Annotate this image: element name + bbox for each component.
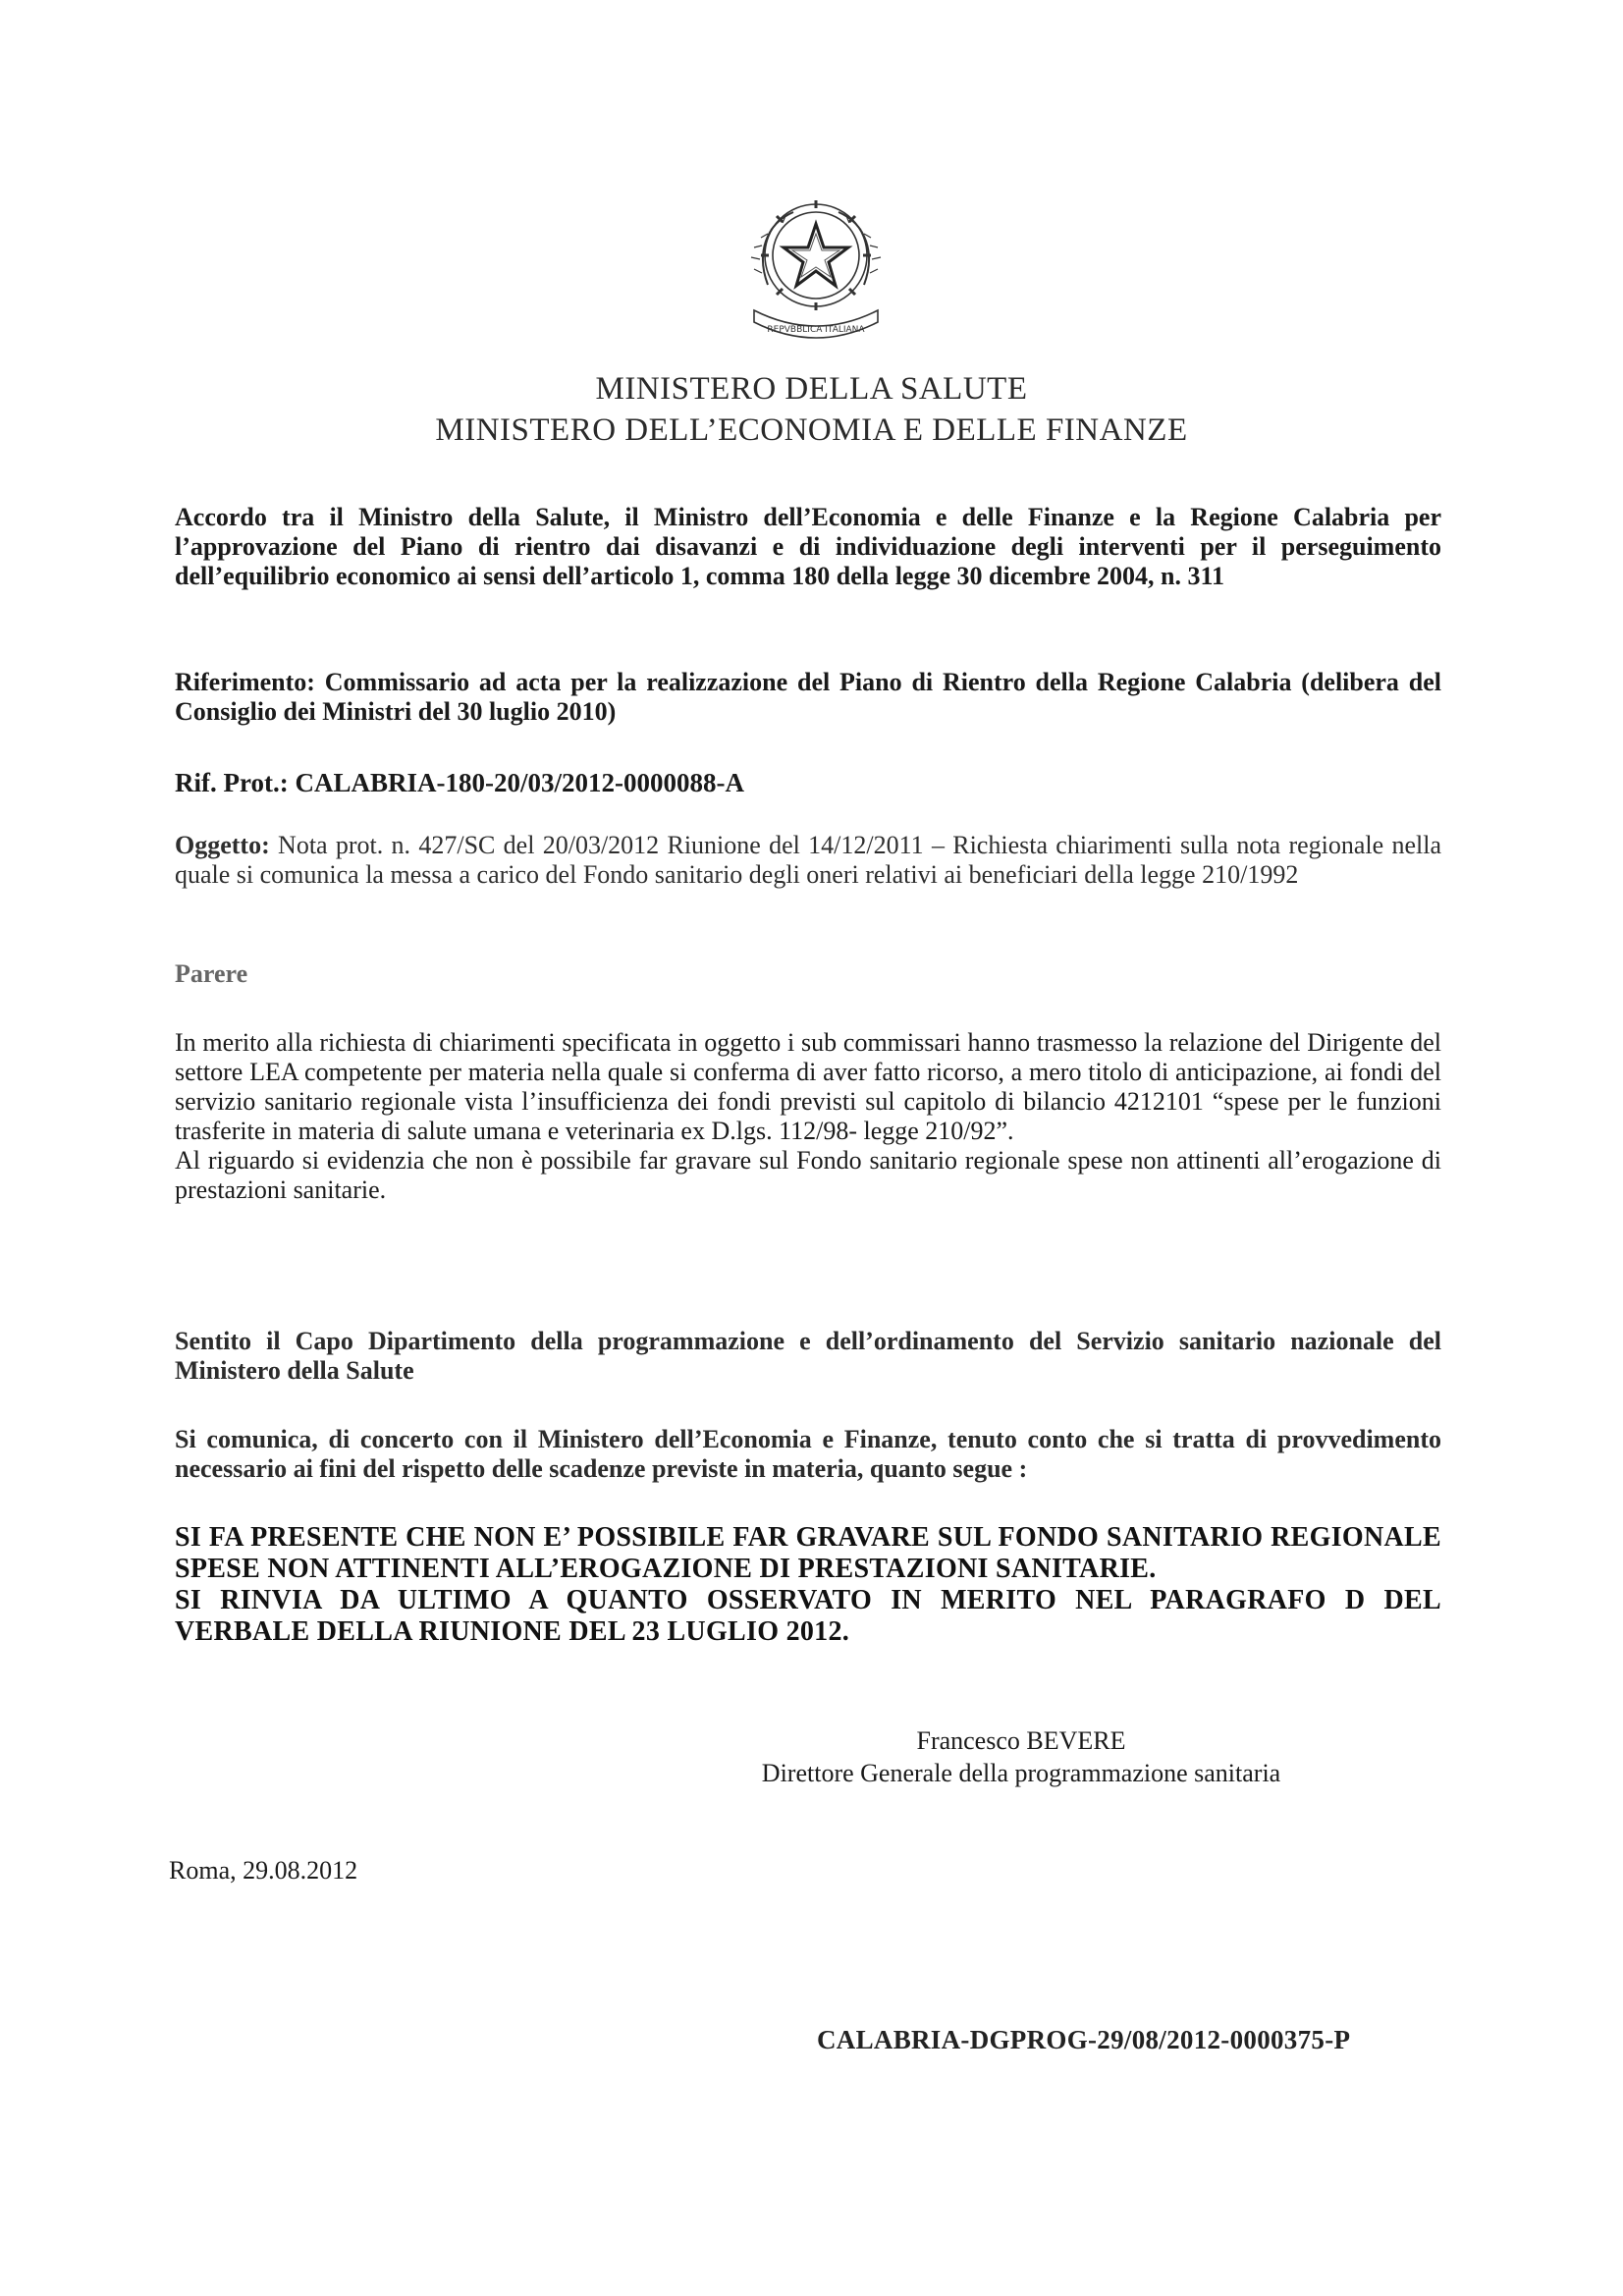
republic-emblem: [746, 194, 886, 352]
ministry-title-1: MINISTERO DELLA SALUTE: [595, 371, 1028, 407]
opinion-heading: Parere: [175, 959, 248, 988]
consulted-paragraph: Sentito il Capo Dipartimento della programmazione e dell’ordinamento del Servizio sanitario nazionale del Ministero della Salute: [175, 1327, 1441, 1385]
emblem-svg: [746, 194, 886, 352]
emblem-ribbon-text: REPVBBLICA ITALIANA: [767, 325, 865, 335]
subject-label: Oggetto:: [175, 831, 270, 859]
subject-text: Nota prot. n. 427/SC del 20/03/2012 Riunione del 14/12/2011 – Richiesta chiarimenti sulla nota regionale nella quale si comunica la messa a carico del Fondo sanitario degli oneri relativi ai beneficiari della legge 210/1992: [175, 831, 1441, 889]
decision-block: [175, 1522, 1441, 1648]
decision-paragraph-2: SI RINVIA DA ULTIMO A QUANTO OSSERVATO IN MERITO NEL PARAGRAFO D DEL VERBALE DELLA RIUNIONE DEL 23 LUGLIO 2012.: [175, 1585, 1441, 1647]
reference-protocol: Rif. Prot.: CALABRIA-180-20/03/2012-0000088-A: [175, 768, 744, 797]
document-date: Roma, 29.08.2012: [169, 1856, 358, 1885]
ministry-title-2: MINISTERO DELL’ECONOMIA E DELLE FINANZE: [435, 412, 1188, 448]
opinion-paragraph-1: In merito alla richiesta di chiarimenti specificata in oggetto i sub commissari hanno trasmesso la relazione del Dirigente del settore LEA competente per materia nella quale si conferma di aver fatto ricorso, a mero titolo di anticipazione, ai fondi del servizio sanitario regionale vista l’insufficienza dei fondi previsti sul capitolo di bilancio 4212101 “spese per le funzioni trasferite in materia di salute umana e veterinaria ex D.lgs. 112/98- legge 210/92”.: [175, 1028, 1441, 1145]
decision-paragraph-1: SI FA PRESENTE CHE NON E’ POSSIBILE FAR GRAVARE SUL FONDO SANITARIO REGIONALE SPESE NON ATTINENTI ALL’EROGAZIONE DI PRESTAZIONI SANITARIE.: [175, 1522, 1441, 1584]
subject-paragraph: [175, 831, 1441, 890]
outgoing-protocol: CALABRIA-DGPROG-29/08/2012-0000375-P: [817, 2025, 1351, 2054]
agreement-paragraph: Accordo tra il Ministro della Salute, il Ministro dell’Economia e delle Finanze e la Regione Calabria per l’approvazione del Piano di rientro dai disavanzi e di individuazione degli interventi per il perseguimento dell’equilibrio economico ai sensi dell’articolo 1, comma 180 della legge 30 dicembre 2004, n. 311: [175, 503, 1441, 590]
signatory-title: Direttore Generale della programmazione sanitaria: [761, 1759, 1281, 1787]
communication-paragraph: Si comunica, di concerto con il Ministero dell’Economia e Finanze, tenuto conto che si tratta di provvedimento necessario ai fini del rispetto delle scadenze previste in materia, quanto segue :: [175, 1425, 1441, 1483]
opinion-body: [175, 1028, 1441, 1205]
signatory-name: Francesco BEVERE: [916, 1726, 1126, 1755]
reference-paragraph: Riferimento: Commissario ad acta per la realizzazione del Piano di Rientro della Regione Calabria (delibera del Consiglio dei Ministri del 30 luglio 2010): [175, 668, 1441, 726]
opinion-paragraph-2: Al riguardo si evidenzia che non è possibile far gravare sul Fondo sanitario regionale spese non attinenti all’erogazione di prestazioni sanitarie.: [175, 1146, 1441, 1204]
